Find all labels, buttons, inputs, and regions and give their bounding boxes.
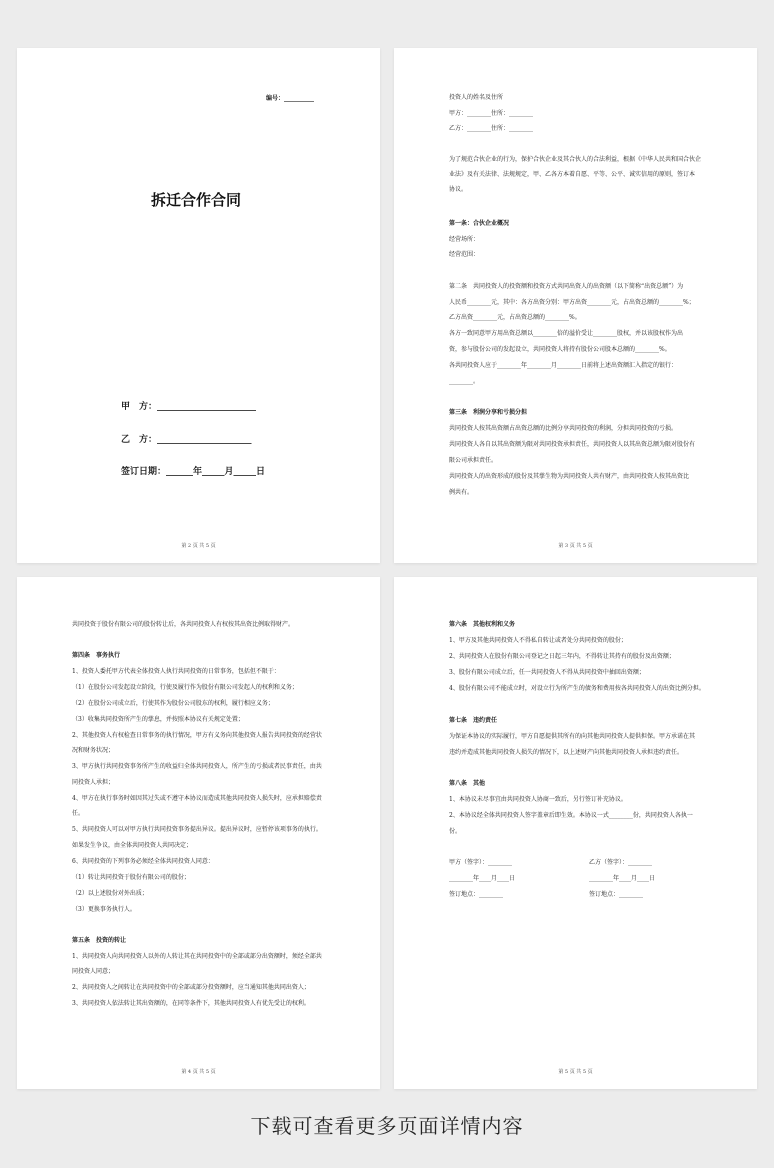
text-line: 1、共同投资人向共同投资人以外的人转让其在共同投资中的全部或部分出资额时，须经全部共 (72, 953, 322, 960)
contract-page-2 (394, 48, 757, 563)
sign-date-line: 签订日期：______年_____月_____日 (121, 467, 266, 477)
text-line: 为保证本协议的实际履行，甲方自愿提供其所有的向其他共同投资人提供担保。甲方承诺在其 (449, 733, 696, 740)
party-a-line: 甲 方：______________________ (121, 402, 257, 412)
party-b-date: ________年____月____日 (589, 875, 656, 882)
text-line: 乙方：________住所：________ (449, 125, 534, 132)
text-line: 2、其他投资人有权检查日常事务的执行情况，甲方有义务向其他投资人报告共同投资的经营状 (72, 732, 322, 739)
section-heading: 第七条 违约责任 (449, 717, 498, 724)
text-line: 投资人的姓名及住所 (449, 94, 504, 101)
text-line: 同投资人承担； (72, 779, 115, 786)
page-footer: 第 5 页 共 5 页 (558, 1069, 593, 1075)
text-line: 违约并造成其他共同投资人损失的情况下，以上述财产向其他共同投资人承担违约责任。 (449, 749, 684, 756)
text-line: 2、共同投资人在股份有限公司登记之日起三年内，不得转让其持有的股份及出资额； (449, 653, 675, 660)
party-a-place: 签订地点：________ (449, 891, 504, 898)
page-footer: 第 2 页 共 5 页 (181, 543, 216, 549)
text-line: 如果发生争议，由全体共同投资人共同决定； (72, 842, 193, 849)
text-line: （3）收集共同投资所产生的孳息，并按照本协议有关规定处置； (72, 716, 244, 723)
text-line: 5、共同投资人可以对甲方执行共同投资事务提出异议。提出异议时，应暂停该项事务的执行。 (72, 826, 322, 833)
document-title: 拆迁合作合同 (151, 191, 242, 209)
text-line: 2、共同投资人之间转让在共同投资中的全部或部分投资额时，应当通知其他共同出资人； (72, 984, 310, 991)
text-line: 经营场所： (449, 236, 480, 243)
text-line: 协议。 (449, 186, 468, 193)
section-heading: 第六条 其他权利和义务 (449, 621, 516, 628)
party-b-signature: 乙方（签字）：________ (589, 859, 653, 866)
document-number-label: 编号：__________ (266, 95, 315, 102)
download-caption: 下载可查看更多页面详情内容 (250, 1114, 524, 1138)
page-footer: 第 3 页 共 5 页 (558, 543, 593, 549)
text-line: 业法》及有关法律、法规规定，甲、乙各方本着自愿、平等、公平、诚实信用的原则，签订本 (449, 171, 696, 178)
text-line: 况和财务状况； (72, 747, 115, 754)
section-heading: 第三条 利润分享和亏损分担 (449, 409, 528, 416)
text-line: 3、甲方执行共同投资事务所产生的收益归全体共同投资人，所产生的亏损或者民事责任，由共 (72, 763, 322, 770)
text-line: 例共有。 (449, 489, 474, 496)
text-line: （3）更换事务执行人。 (72, 906, 136, 913)
text-line: （2）以上述股份对外出质； (72, 890, 148, 897)
party-b-place: 签订地点：________ (589, 891, 644, 898)
text-line: 1、投资人委托甲方代表全体投资人执行共同投资的日常事务，包括但不限于： (72, 668, 280, 675)
text-line: 各共同投资人应于________年________月________日前将上述出资额汇入指定的银行： (449, 362, 678, 369)
section-heading: 第八条 其他 (449, 780, 486, 787)
text-line: 共同投资人按其出资额占出资总额的比例分享共同投资的利润，分担共同投资的亏损。 (449, 425, 678, 432)
contract-page-cover (17, 48, 380, 563)
text-line: 任。 (72, 810, 85, 817)
text-line: 共同投资于股份有限公司的股份转让后，各共同投资人有权按其出资比例取得财产。 (72, 621, 295, 628)
text-line: 3、共同投资人依法转让其出资额的，在同等条件下，其他共同投资人有优先受让的权利。 (72, 1000, 310, 1007)
section-heading: 第四条 事务执行 (72, 652, 121, 659)
text-line: 同投资人同意； (72, 968, 115, 975)
text-line: 为了规范合伙企业的行为，保护合伙企业及其合伙人的合法利益，根据《中华人民共和国合伙企 (449, 156, 702, 163)
text-line: 4、股份有限公司不能成立时，对设立行为所产生的债务和费用按各共同投资人的出资比例分担。 (449, 685, 705, 692)
text-line: （2）在股份公司成立后，行使其作为股份公司股东的权利，履行相应义务； (72, 700, 274, 707)
section-heading: 第二条 共同投资人的投资额和投资方式共同出资人的出资额（以下简称“出资总额”）为 (449, 283, 684, 290)
text-line: （1）转让共同投资于股份有限公司的股份； (72, 874, 190, 881)
party-a-date: ________年____月____日 (449, 875, 516, 882)
text-line: 限公司承担责任。 (449, 457, 498, 464)
contract-page-4 (394, 577, 757, 1089)
text-line: 共同投资人的出资形成的股份及其孳生物为共同投资人共有财产，由共同投资人按其出资比 (449, 473, 690, 480)
text-line: 经营范围： (449, 251, 480, 258)
text-line: 资，参与股份公司的发起设立，共同投资人将持有股份公司股本总额的________%。 (449, 346, 671, 353)
text-line: 1、本协议未尽事宜由共同投资人协商一致后，另行签订补充协议。 (449, 796, 627, 803)
text-line: 2、本协议经全体共同投资人签字盖章后即生效。本协议一式________份，共同投资人各执一 (449, 812, 693, 819)
text-line: 3、股份有限公司成立后，任一共同投资人不得从共同投资中抽回出资额； (449, 669, 645, 676)
text-line: 4、甲方在执行事务时如因其过失或不遵守本协议而造成其他共同投资人损失时，应承担赔偿责 (72, 795, 322, 802)
text-line: （1）在股份公司发起设立阶段，行使及履行作为股份有限公司发起人的权利和义务； (72, 684, 298, 691)
text-line: 各方一致同意甲方用出资总额以________倍的溢价受让________股权，并以该股权作为出 (449, 330, 684, 337)
party-b-line: 乙 方：_____________________ (121, 435, 252, 445)
text-line: 乙方出资________元，占出资总额的________%。 (449, 314, 581, 321)
party-a-signature: 甲方（签字）：________ (449, 859, 513, 866)
text-line: 6、共同投资的下列事务必须经全体共同投资人同意： (72, 858, 214, 865)
section-heading: 第一条：合伙企业概况 (449, 220, 510, 227)
contract-page-3 (17, 577, 380, 1089)
text-line: 人民币________元，其中：各方出资分别：甲方出资________元，占出资总额的________%； (449, 299, 695, 306)
section-heading: 第五条 投资的转让 (72, 937, 127, 944)
text-line: 1、甲方及其他共同投资人不得私自转让或者处分共同投资的股份； (449, 637, 627, 644)
text-line: ________。 (449, 378, 480, 385)
text-line: 甲方：________住所：________ (449, 110, 534, 117)
text-line: 份。 (449, 828, 462, 835)
text-line: 共同投资人各自以其出资额为限对共同投资承担责任，共同投资人以其出资总额为限对股份有 (449, 441, 696, 448)
page-footer: 第 4 页 共 5 页 (181, 1069, 216, 1075)
